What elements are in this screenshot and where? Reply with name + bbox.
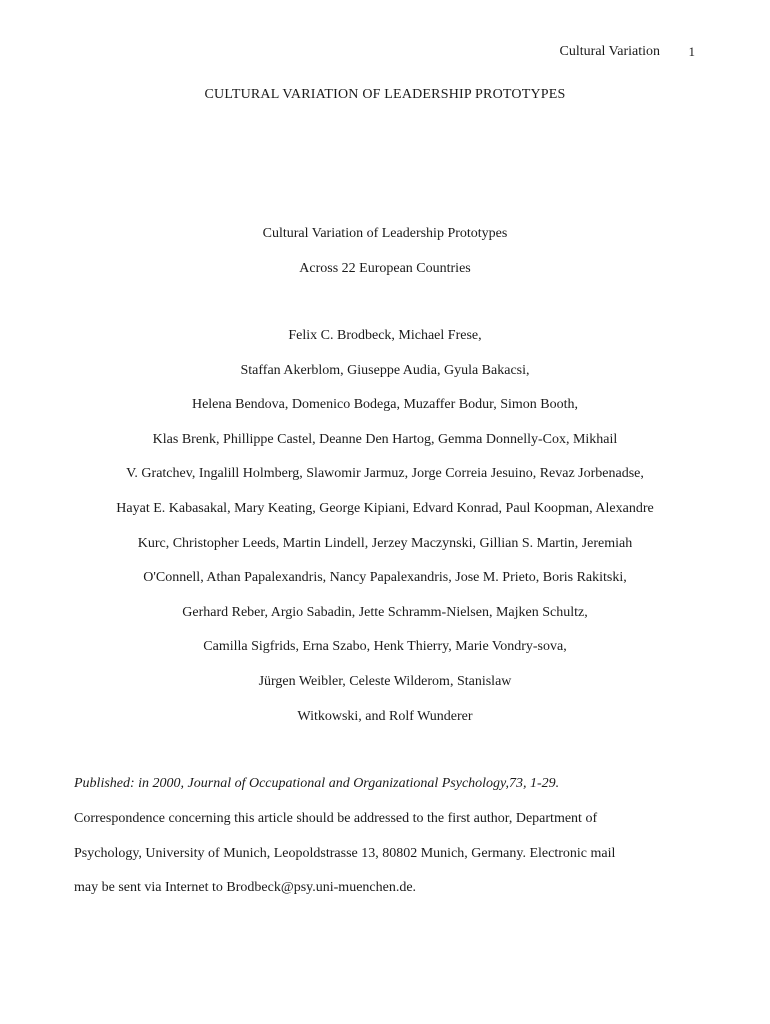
short-title: CULTURAL VARIATION OF LEADERSHIP PROTOTYPES — [204, 87, 566, 102]
author-line: V. Gratchev, Ingalill Holmberg, Slawomir Jarmuz, Jorge Correia Jesuino, Revaz Jorbenadse, — [126, 466, 644, 482]
title-line-2: Across 22 European Countries — [299, 261, 471, 276]
author-line: Staffan Akerblom, Giuseppe Audia, Gyula Bakacsi, — [240, 362, 530, 378]
author-list — [0, 326, 770, 741]
author-line: Kurc, Christopher Leeds, Martin Lindell, Jerzey Maczynski, Gillian S. Martin, Jeremiah — [137, 535, 633, 551]
author-line: Jürgen Weibler, Celeste Wilderom, Stanislaw — [258, 673, 512, 689]
page-number: 1 — [688, 44, 695, 59]
correspondence-line: Psychology, University of Munich, Leopoldstrasse 13, 80802 Munich, Germany. Electronic mail — [74, 845, 616, 861]
author-line: Hayat E. Kabasakal, Mary Keating, George Kipiani, Edvard Konrad, Paul Koopman, Alexandre — [116, 500, 654, 516]
author-line: Witkowski, and Rolf Wunderer — [297, 708, 473, 724]
author-line: Camilla Sigfrids, Erna Szabo, Henk Thierry, Marie Vondry-sova, — [203, 639, 567, 655]
author-line: Gerhard Reber, Argio Sabadin, Jette Schramm-Nielsen, Majken Schultz, — [182, 604, 588, 620]
title-block — [0, 224, 770, 294]
author-line: Felix C. Brodbeck, Michael Frese, — [288, 328, 482, 343]
publication-note: Published: in 2000, Journal of Occupational and Organizational Psychology,73, 1-29. — [74, 776, 560, 791]
correspondence-note — [74, 809, 694, 913]
running-head: Cultural Variation — [559, 44, 660, 59]
correspondence-line: may be sent via Internet to Brodbeck@psy.uni-muenchen.de. — [74, 880, 417, 895]
author-line: Helena Bendova, Domenico Bodega, Muzaffer Bodur, Simon Booth, — [191, 397, 579, 413]
author-line: O'Connell, Athan Papalexandris, Nancy Papalexandris, Jose M. Prieto, Boris Rakitski, — [143, 570, 627, 586]
title-line-1: Cultural Variation of Leadership Prototypes — [262, 226, 508, 241]
correspondence-line: Correspondence concerning this article should be addressed to the first author, Department of — [74, 811, 598, 826]
author-line: Klas Brenk, Phillippe Castel, Deanne Den Hartog, Gemma Donnelly-Cox, Mikhail — [152, 431, 618, 447]
